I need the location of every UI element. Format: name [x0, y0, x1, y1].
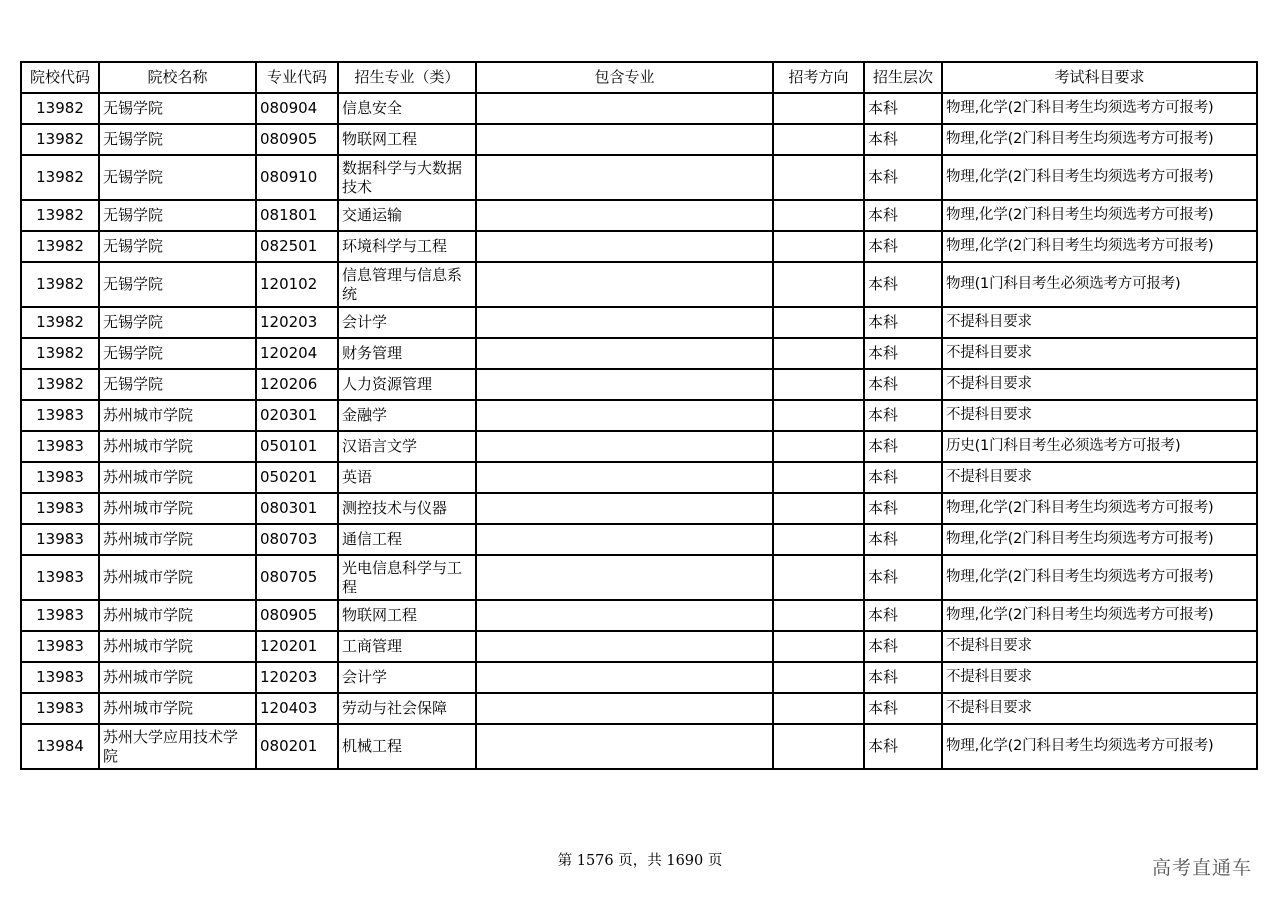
cell-level: 本科: [864, 124, 942, 155]
cell-included-majors: [476, 338, 773, 369]
header-major: 招生专业（类）: [338, 62, 476, 93]
cell-school-code: 13983: [21, 462, 99, 493]
cell-major: 英语: [338, 462, 476, 493]
cell-direction: [773, 262, 864, 307]
cell-major: 会计学: [338, 662, 476, 693]
cell-school-name: 苏州城市学院: [99, 600, 256, 631]
cell-direction: [773, 555, 864, 600]
cell-major-code: 081801: [256, 200, 338, 231]
cell-major: 数据科学与大数据技术: [338, 155, 476, 200]
cell-subject-requirements: 物理,化学(2门科目考生均须选考方可报考): [942, 600, 1257, 631]
page-number: 第 1576 页，共 1690 页: [557, 853, 723, 869]
cell-school-code: 13984: [21, 724, 99, 769]
cell-major: 信息安全: [338, 93, 476, 124]
cell-direction: [773, 662, 864, 693]
cell-level: 本科: [864, 369, 942, 400]
cell-school-name: 苏州城市学院: [99, 555, 256, 600]
table-row: [21, 631, 1257, 662]
table-row: [21, 155, 1257, 200]
cell-direction: [773, 693, 864, 724]
cell-level: 本科: [864, 200, 942, 231]
cell-subject-requirements: 不提科目要求: [942, 307, 1257, 338]
cell-major-code: 082501: [256, 231, 338, 262]
cell-direction: [773, 431, 864, 462]
table-row: [21, 369, 1257, 400]
cell-major: 信息管理与信息系统: [338, 262, 476, 307]
cell-level: 本科: [864, 555, 942, 600]
cell-level: 本科: [864, 631, 942, 662]
cell-subject-requirements: 不提科目要求: [942, 462, 1257, 493]
header-direction: 招考方向: [773, 62, 864, 93]
cell-school-code: 13982: [21, 200, 99, 231]
cell-major: 会计学: [338, 307, 476, 338]
cell-level: 本科: [864, 493, 942, 524]
cell-school-code: 13982: [21, 231, 99, 262]
cell-direction: [773, 631, 864, 662]
cell-school-code: 13982: [21, 369, 99, 400]
cell-subject-requirements: 物理,化学(2门科目考生均须选考方可报考): [942, 124, 1257, 155]
cell-school-code: 13982: [21, 338, 99, 369]
header-school-name: 院校名称: [99, 62, 256, 93]
header-subject-requirements: 考试科目要求: [942, 62, 1257, 93]
cell-school-code: 13982: [21, 155, 99, 200]
cell-direction: [773, 369, 864, 400]
cell-level: 本科: [864, 462, 942, 493]
cell-level: 本科: [864, 524, 942, 555]
table-row: [21, 124, 1257, 155]
cell-included-majors: [476, 555, 773, 600]
cell-included-majors: [476, 462, 773, 493]
table-row: [21, 600, 1257, 631]
table-row: [21, 200, 1257, 231]
cell-subject-requirements: 物理,化学(2门科目考生均须选考方可报考): [942, 524, 1257, 555]
cell-school-name: 苏州城市学院: [99, 431, 256, 462]
cell-major: 金融学: [338, 400, 476, 431]
cell-subject-requirements: 物理,化学(2门科目考生均须选考方可报考): [942, 200, 1257, 231]
cell-school-name: 无锡学院: [99, 200, 256, 231]
cell-level: 本科: [864, 662, 942, 693]
cell-major: 劳动与社会保障: [338, 693, 476, 724]
header-level: 招生层次: [864, 62, 942, 93]
cell-level: 本科: [864, 93, 942, 124]
cell-major-code: 080703: [256, 524, 338, 555]
cell-level: 本科: [864, 262, 942, 307]
cell-school-name: 无锡学院: [99, 338, 256, 369]
cell-school-code: 13982: [21, 93, 99, 124]
cell-major: 机械工程: [338, 724, 476, 769]
cell-level: 本科: [864, 155, 942, 200]
cell-major-code: 080301: [256, 493, 338, 524]
table-row: [21, 262, 1257, 307]
cell-subject-requirements: 历史(1门科目考生必须选考方可报考): [942, 431, 1257, 462]
watermark: 高考直通车: [1151, 857, 1252, 879]
cell-school-name: 苏州城市学院: [99, 493, 256, 524]
cell-included-majors: [476, 631, 773, 662]
cell-major-code: 120203: [256, 307, 338, 338]
cell-included-majors: [476, 431, 773, 462]
cell-level: 本科: [864, 724, 942, 769]
cell-included-majors: [476, 600, 773, 631]
cell-subject-requirements: 物理(1门科目考生必须选考方可报考): [942, 262, 1257, 307]
cell-included-majors: [476, 200, 773, 231]
cell-major: 物联网工程: [338, 124, 476, 155]
cell-included-majors: [476, 400, 773, 431]
header-included-majors: 包含专业: [476, 62, 773, 93]
cell-school-name: 无锡学院: [99, 262, 256, 307]
table-row: [21, 555, 1257, 600]
cell-major-code: 080705: [256, 555, 338, 600]
table-row: [21, 724, 1257, 769]
cell-level: 本科: [864, 231, 942, 262]
cell-included-majors: [476, 724, 773, 769]
cell-major-code: 120204: [256, 338, 338, 369]
cell-subject-requirements: 物理,化学(2门科目考生均须选考方可报考): [942, 155, 1257, 200]
table-row: [21, 662, 1257, 693]
cell-major-code: 120403: [256, 693, 338, 724]
cell-direction: [773, 724, 864, 769]
cell-included-majors: [476, 262, 773, 307]
cell-major: 物联网工程: [338, 600, 476, 631]
cell-included-majors: [476, 662, 773, 693]
table-row: [21, 693, 1257, 724]
cell-major-code: 020301: [256, 400, 338, 431]
cell-direction: [773, 524, 864, 555]
cell-included-majors: [476, 493, 773, 524]
cell-major-code: 120102: [256, 262, 338, 307]
cell-included-majors: [476, 524, 773, 555]
cell-school-name: 无锡学院: [99, 369, 256, 400]
cell-subject-requirements: 不提科目要求: [942, 662, 1257, 693]
cell-school-code: 13983: [21, 431, 99, 462]
cell-school-name: 无锡学院: [99, 155, 256, 200]
table-row: [21, 307, 1257, 338]
cell-school-name: 无锡学院: [99, 231, 256, 262]
cell-included-majors: [476, 307, 773, 338]
cell-subject-requirements: 物理,化学(2门科目考生均须选考方可报考): [942, 555, 1257, 600]
cell-school-code: 13983: [21, 400, 99, 431]
cell-subject-requirements: 不提科目要求: [942, 631, 1257, 662]
table-row: [21, 338, 1257, 369]
table-row: [21, 462, 1257, 493]
cell-direction: [773, 307, 864, 338]
table-header-row: [21, 62, 1257, 93]
admissions-table: [20, 61, 1258, 770]
cell-direction: [773, 338, 864, 369]
cell-direction: [773, 493, 864, 524]
cell-school-code: 13983: [21, 493, 99, 524]
cell-included-majors: [476, 693, 773, 724]
cell-level: 本科: [864, 338, 942, 369]
cell-major: 交通运输: [338, 200, 476, 231]
header-major-code: 专业代码: [256, 62, 338, 93]
cell-subject-requirements: 物理,化学(2门科目考生均须选考方可报考): [942, 724, 1257, 769]
cell-subject-requirements: 不提科目要求: [942, 693, 1257, 724]
cell-major-code: 120206: [256, 369, 338, 400]
cell-major: 测控技术与仪器: [338, 493, 476, 524]
table-row: [21, 431, 1257, 462]
cell-major-code: 080910: [256, 155, 338, 200]
cell-level: 本科: [864, 693, 942, 724]
cell-school-code: 13983: [21, 555, 99, 600]
cell-major: 财务管理: [338, 338, 476, 369]
cell-direction: [773, 124, 864, 155]
cell-school-code: 13983: [21, 600, 99, 631]
cell-direction: [773, 93, 864, 124]
cell-major: 光电信息科学与工程: [338, 555, 476, 600]
table-row: [21, 400, 1257, 431]
cell-school-code: 13982: [21, 307, 99, 338]
cell-direction: [773, 200, 864, 231]
table-row: [21, 93, 1257, 124]
cell-major-code: 120203: [256, 662, 338, 693]
cell-school-name: 苏州城市学院: [99, 662, 256, 693]
cell-school-code: 13983: [21, 662, 99, 693]
cell-subject-requirements: 物理,化学(2门科目考生均须选考方可报考): [942, 231, 1257, 262]
cell-level: 本科: [864, 600, 942, 631]
cell-school-code: 13982: [21, 262, 99, 307]
cell-major: 通信工程: [338, 524, 476, 555]
cell-level: 本科: [864, 400, 942, 431]
cell-major: 环境科学与工程: [338, 231, 476, 262]
cell-school-code: 13983: [21, 693, 99, 724]
cell-subject-requirements: 不提科目要求: [942, 369, 1257, 400]
cell-major-code: 080905: [256, 124, 338, 155]
cell-school-name: 苏州大学应用技术学院: [99, 724, 256, 769]
cell-major: 人力资源管理: [338, 369, 476, 400]
cell-school-name: 苏州城市学院: [99, 400, 256, 431]
cell-school-name: 苏州城市学院: [99, 631, 256, 662]
cell-major-code: 080201: [256, 724, 338, 769]
cell-subject-requirements: 不提科目要求: [942, 338, 1257, 369]
cell-included-majors: [476, 93, 773, 124]
cell-direction: [773, 155, 864, 200]
cell-major-code: 050201: [256, 462, 338, 493]
table-row: [21, 524, 1257, 555]
header-school-code: 院校代码: [21, 62, 99, 93]
cell-direction: [773, 400, 864, 431]
cell-included-majors: [476, 124, 773, 155]
cell-school-code: 13982: [21, 124, 99, 155]
cell-included-majors: [476, 155, 773, 200]
cell-major-code: 080904: [256, 93, 338, 124]
table-row: [21, 231, 1257, 262]
cell-subject-requirements: 物理,化学(2门科目考生均须选考方可报考): [942, 493, 1257, 524]
cell-direction: [773, 462, 864, 493]
cell-direction: [773, 600, 864, 631]
cell-major: 汉语言文学: [338, 431, 476, 462]
cell-school-name: 苏州城市学院: [99, 524, 256, 555]
cell-direction: [773, 231, 864, 262]
cell-school-code: 13983: [21, 631, 99, 662]
cell-school-name: 无锡学院: [99, 124, 256, 155]
cell-major-code: 080905: [256, 600, 338, 631]
cell-school-code: 13983: [21, 524, 99, 555]
cell-major-code: 050101: [256, 431, 338, 462]
cell-included-majors: [476, 231, 773, 262]
cell-school-name: 苏州城市学院: [99, 462, 256, 493]
cell-included-majors: [476, 369, 773, 400]
cell-school-name: 苏州城市学院: [99, 693, 256, 724]
table-row: [21, 493, 1257, 524]
cell-school-name: 无锡学院: [99, 93, 256, 124]
cell-major-code: 120201: [256, 631, 338, 662]
cell-major: 工商管理: [338, 631, 476, 662]
cell-level: 本科: [864, 431, 942, 462]
cell-school-name: 无锡学院: [99, 307, 256, 338]
cell-subject-requirements: 物理,化学(2门科目考生均须选考方可报考): [942, 93, 1257, 124]
cell-level: 本科: [864, 307, 942, 338]
cell-subject-requirements: 不提科目要求: [942, 400, 1257, 431]
